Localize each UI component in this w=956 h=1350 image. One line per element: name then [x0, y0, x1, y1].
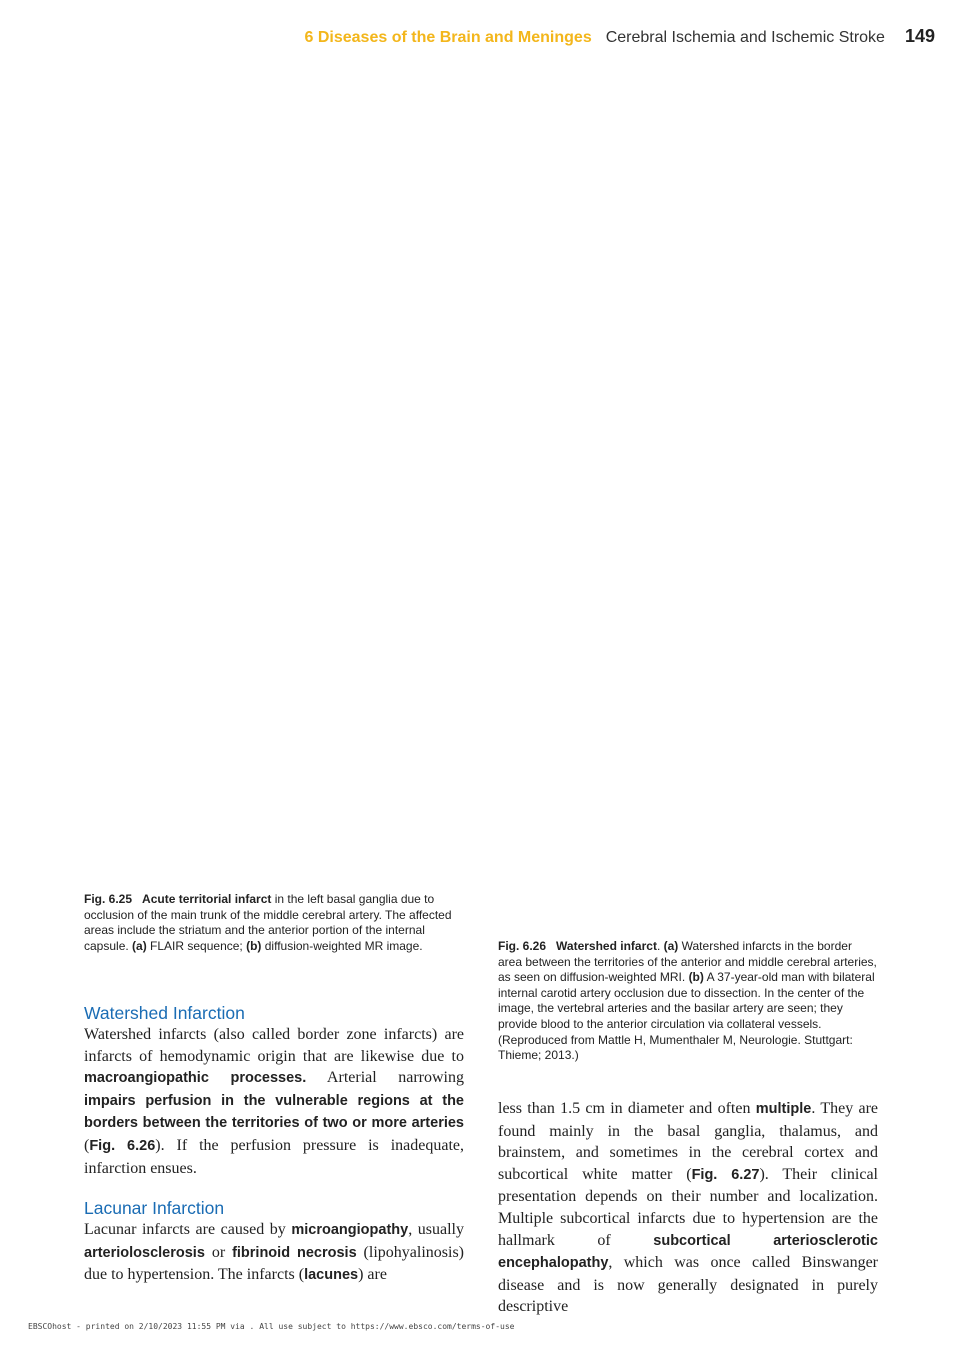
figure-title: Acute territorial infarct: [142, 892, 272, 906]
figure-number: Fig. 6.26: [498, 939, 547, 953]
chapter-title: 6 Diseases of the Brain and Meninges: [304, 29, 592, 46]
print-footer: EBSCOhost - printed on 2/10/2023 11:55 PM via . All use subject to https://www.ebsco.com/terms-of-use: [28, 1322, 515, 1331]
figure-reference[interactable]: Fig. 6.26: [89, 1137, 156, 1154]
heading-lacunar-infarction: Lacunar Infarction: [84, 1198, 225, 1218]
figure-caption-6-26: Fig. 6.26 Watershed infarct. (a) Watershed infarcts in the border area between the territories of the anterior and middle cerebral arteries, as seen on diffusion-weighted MRI. (b) A 37-year-old man with bilateral internal carotid artery occlusion due to dissection. In the center of the image, the vertebral arteries and the basilar artery are seen; they provide blood to the anterior circulation via collateral vessels. (Reproduced from Mattle H, Mumenthaler M, Neurologie. Stuttgart: Thieme; 2013.): [498, 939, 877, 1063]
running-header: [0, 26, 935, 50]
figure-title: Watershed infarct: [556, 939, 657, 953]
page-number: 149: [904, 26, 935, 46]
paragraph-watershed: Watershed infarcts (also called border zone infarcts) are infarcts of hemodynamic origin that are likewise due to macroangiopathic processes. Arterial narrowing impairs perfusion in the vulnerable regions at the borders between the territories of two or more arteries (Fig. 6.26). If the perfusion pressure is inadequate, infarction ensues.: [84, 1026, 464, 1177]
figure-number: Fig. 6.25: [84, 892, 133, 906]
section-title: Cerebral Ischemia and Ischemic Stroke: [605, 29, 885, 46]
heading-watershed-infarction: Watershed Infarction: [84, 1003, 245, 1023]
figure-caption-6-25: Fig. 6.25 Acute territorial infarct in the left basal ganglia due to occlusion of the main trunk of the middle cerebral artery. The affected areas include the striatum and the anterior portion of the internal capsule. (a) FLAIR sequence; (b) diffusion-weighted MR image.: [84, 892, 452, 953]
figure-reference[interactable]: Fig. 6.27: [691, 1166, 760, 1183]
paragraph-lacunar-continued: less than 1.5 cm in diameter and often multiple. They are found mainly in the basal ganglia, thalamus, and brainstem, and sometimes in the cerebral cortex and subcortical white matter (Fig. 6.27). Their clinical presentation depends on their number and localization. Multiple subcortical infarcts due to hypertension are the hallmark of subcortical arteriosclerotic encephalopathy, which was once called Binswanger disease and is now generally designated in purely descriptive: [498, 1100, 879, 1316]
paragraph-lacunar: Lacunar infarcts are caused by microangiopathy, usually arteriolosclerosis or fibrinoid necrosis (lipohyalinosis) due to hypertension. The infarcts (lacunes) are: [84, 1221, 465, 1284]
